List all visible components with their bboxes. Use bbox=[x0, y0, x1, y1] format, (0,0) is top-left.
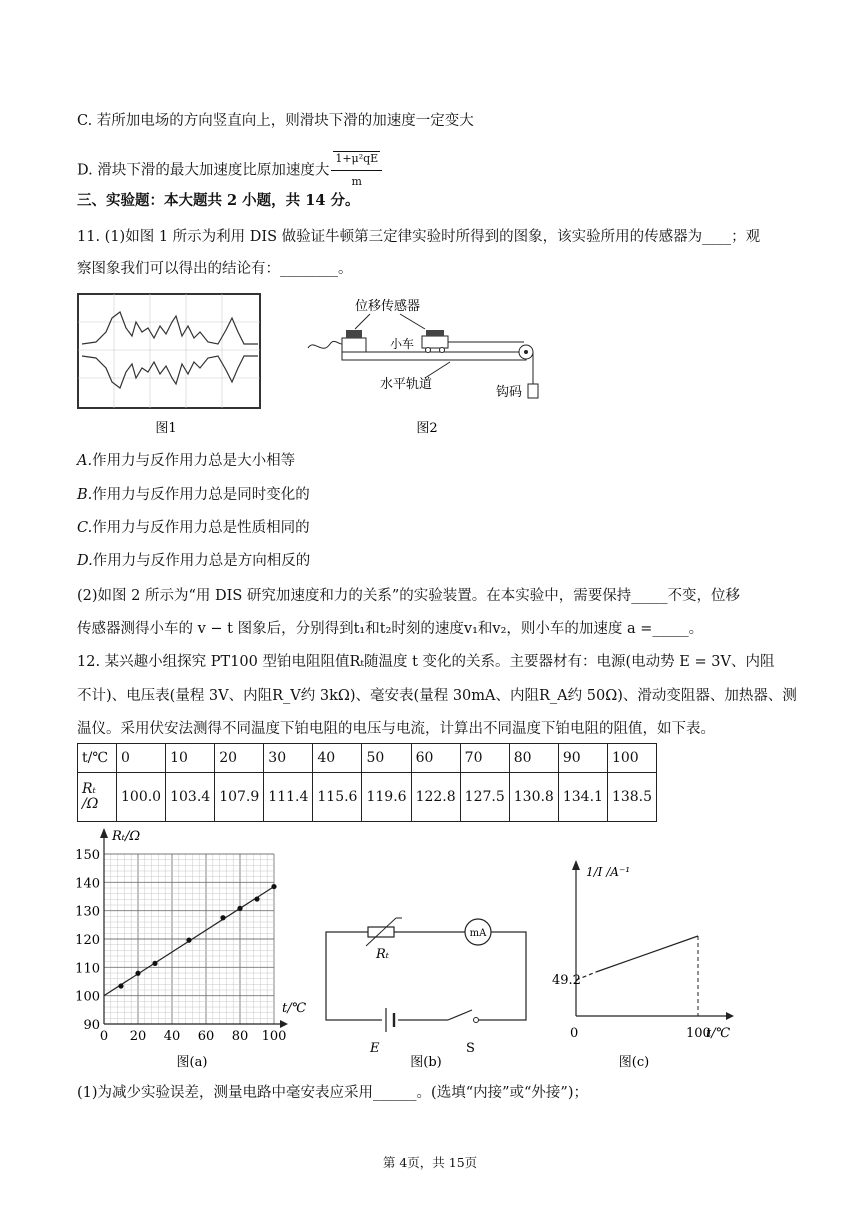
figure-a-ytick-label: 150 bbox=[75, 848, 100, 863]
figure-a-ytick-label: 140 bbox=[75, 876, 100, 892]
figure-c-y-arrow bbox=[572, 860, 580, 870]
q12-table-temp: 10 bbox=[166, 744, 215, 773]
figure-2-sensor-box bbox=[346, 330, 362, 338]
figure-c-x-mark: 100 bbox=[686, 1026, 711, 1041]
figure-a-y-arrow bbox=[100, 828, 108, 838]
option-d bbox=[77, 148, 382, 193]
option-c: C. 若所加电场的方向竖直向上，则滑块下滑的加速度一定变大 bbox=[77, 113, 474, 129]
figure-a-ytick-label: 110 bbox=[75, 961, 100, 977]
figure-a-xtick-label: 40 bbox=[163, 1029, 181, 1044]
figure-2-sensor-pointer-2 bbox=[400, 314, 425, 329]
figure-2-pulley-hub bbox=[524, 350, 528, 354]
q12-line1: 12. 某兴趣小组探究 PT100 型铂电阻阻值Rₜ随温度 t 变化的关系。主要器材有：电源(电动势 E = 3V、内阻 bbox=[77, 654, 775, 670]
q12-table-temp: 60 bbox=[411, 744, 460, 773]
q11-line1: 11. (1)如图 1 所示为利用 DIS 做验证牛顿第三定律实验时所得到的图象，该实验所用的传感器为____；观 bbox=[77, 229, 761, 245]
figure-a-xtick-label: 80 bbox=[231, 1029, 249, 1044]
figure-2-cart-wheel-1 bbox=[426, 348, 431, 353]
q12-line3: 温仪。采用伏安法测得不同温度下铂电阻的电压与电流，计算出不同温度下铂电阻的阻值，如下表。 bbox=[77, 721, 715, 737]
q11-option-a bbox=[77, 450, 295, 472]
q12-table-resistance: 111.4 bbox=[264, 773, 313, 822]
figure-a-x-arrow bbox=[280, 1020, 288, 1028]
figure-b-battery-gap bbox=[382, 1010, 398, 1030]
q11-option-a-text: 作用力与反作用力总是大小相等 bbox=[92, 453, 296, 469]
figure-a-ytick-label: 90 bbox=[83, 1018, 100, 1033]
q12-table-resistance: 122.8 bbox=[411, 773, 460, 822]
q11-option-a-letter: A. bbox=[77, 453, 93, 469]
figure-a-data-point bbox=[237, 906, 242, 911]
figure-a-data-point bbox=[271, 884, 276, 889]
figure-c-data-line bbox=[596, 936, 698, 972]
figure-b-meter-label: mA bbox=[469, 928, 487, 939]
q12-table-temp: 80 bbox=[509, 744, 558, 773]
q12-table-resistance: 119.6 bbox=[362, 773, 411, 822]
q12-table-resistance: 130.8 bbox=[509, 773, 558, 822]
q11-option-b bbox=[77, 484, 310, 506]
q11-option-c bbox=[77, 517, 310, 539]
figure-a-xtick-label: 100 bbox=[261, 1029, 287, 1044]
q12-line2: 不计)、电压表(量程 3V、内阻R_V约 3kΩ)、毫安表(量程 30mA、内阻R_A约 50Ω)、滑动变阻器、加热器、测 bbox=[77, 688, 797, 704]
figure-a-xtick-label: 60 bbox=[197, 1029, 215, 1044]
q12-table-header-r-top: Rₜ bbox=[82, 781, 96, 797]
option-d-numerator: 1+μ²qE bbox=[335, 152, 379, 165]
q12-table-temp: 0 bbox=[117, 744, 166, 773]
figure-a-xtick-label: 20 bbox=[129, 1029, 147, 1044]
figure-2-cable bbox=[308, 341, 342, 348]
q12-data-table bbox=[77, 743, 657, 822]
q11-part2-line2: 传感器测得小车的 v − t 图象后，分别得到t₁和t₂时刻的速度v₁和v₂，则小车的加速度 a =_____。 bbox=[77, 621, 704, 637]
q12-table-temp: 50 bbox=[362, 744, 411, 773]
q12-table-temp: 40 bbox=[313, 744, 362, 773]
figure-b-circuit bbox=[320, 900, 540, 1074]
figure-2-track-label: 水平轨道 bbox=[380, 377, 433, 392]
figure-1-caption: 图1 bbox=[155, 421, 177, 436]
figure-2-sensor-pointer-1 bbox=[355, 314, 370, 329]
figure-2-cart bbox=[422, 336, 448, 348]
q12-table-resistance: 127.5 bbox=[460, 773, 509, 822]
option-d-prefix: D. 滑块下滑的最大加速度比原加速度大 bbox=[77, 162, 330, 179]
q11-option-b-text: 作用力与反作用力总是同时变化的 bbox=[92, 487, 310, 503]
figure-a-yticks bbox=[75, 848, 100, 1033]
figure-c-caption: 图(c) bbox=[618, 1055, 650, 1070]
q12-part1: (1)为减少实验误差，测量电路中毫安表应采用______。(选填“内接”或“外接”)； bbox=[77, 1085, 589, 1101]
figure-c-chart bbox=[552, 826, 756, 1074]
q12-table-temp: 100 bbox=[607, 744, 656, 773]
figure-c-ylabel: 1/I /A⁻¹ bbox=[586, 865, 631, 879]
figure-a-data-point bbox=[135, 971, 140, 976]
figure-2-sensor-base bbox=[342, 338, 366, 352]
q11-option-c-letter: C. bbox=[77, 520, 93, 536]
q12-table-temp: 20 bbox=[215, 744, 264, 773]
figure-2-cart-label: 小车 bbox=[390, 337, 415, 351]
figure-a-data-point bbox=[152, 961, 157, 966]
figure-b-switch-contact bbox=[474, 1018, 479, 1023]
figure-2 bbox=[300, 292, 560, 440]
figure-b-caption: 图(b) bbox=[410, 1055, 442, 1070]
q12-table-header-r-bottom: /Ω bbox=[82, 796, 99, 812]
q12-table-resistance: 138.5 bbox=[607, 773, 656, 822]
q11-option-d-text: 作用力与反作用力总是方向相反的 bbox=[92, 553, 311, 569]
q12-table-resistance: 115.6 bbox=[313, 773, 362, 822]
q11-line2: 察图象我们可以得出的结论有：________。 bbox=[77, 261, 353, 277]
figure-a-data-point bbox=[254, 896, 259, 901]
figure-1 bbox=[76, 292, 266, 438]
figure-a-xlabel: t/℃ bbox=[282, 1001, 307, 1016]
q12-table-resistance: 100.0 bbox=[117, 773, 166, 822]
page-footer: 第 4页，共 15页 bbox=[382, 1155, 478, 1170]
figure-b-battery-label: E bbox=[370, 1041, 380, 1056]
figure-2-weight bbox=[528, 384, 538, 398]
figure-1-frame bbox=[78, 294, 260, 408]
q11-option-c-text: 作用力与反作用力总是性质相同的 bbox=[92, 520, 310, 536]
figure-a-ytick-label: 130 bbox=[75, 904, 100, 920]
q12-table-temp: 30 bbox=[264, 744, 313, 773]
figure-2-cart-sensor bbox=[426, 330, 444, 336]
q12-table-row-resistance bbox=[78, 773, 657, 822]
section-title: 三、实验题：本大题共 2 小题，共 14 分。 bbox=[77, 192, 360, 209]
q11-part2-line1: (2)如图 2 所示为“用 DIS 研究加速度和力的关系”的实验装置。在本实验中，需要保持_____不变，位移 bbox=[77, 588, 741, 604]
figure-2-caption: 图2 bbox=[416, 421, 438, 436]
figure-b-rt-label: Rₜ bbox=[376, 947, 389, 962]
figure-a-chart bbox=[70, 826, 320, 1074]
q12-table-temp: 70 bbox=[460, 744, 509, 773]
figure-a-xtick-label: 0 bbox=[99, 1029, 109, 1044]
figure-c-x-arrow bbox=[726, 1012, 734, 1020]
figure-b-switch-label: S bbox=[466, 1041, 475, 1056]
figure-c-origin: 0 bbox=[570, 1026, 579, 1041]
figure-a-data-point bbox=[186, 938, 191, 943]
q11-option-d bbox=[77, 550, 310, 572]
figure-2-cart-wheel-2 bbox=[440, 348, 445, 353]
figure-a-data-point bbox=[220, 915, 225, 920]
figure-c-xlabel: t/℃ bbox=[706, 1026, 731, 1041]
figure-a-ytick-label: 120 bbox=[75, 933, 100, 948]
figure-b-wire-loop bbox=[326, 932, 526, 1020]
q12-table-resistance: 107.9 bbox=[215, 773, 264, 822]
figure-a-data-point bbox=[118, 983, 123, 988]
figure-a-ytick-label: 100 bbox=[75, 989, 100, 1005]
q11-option-b-letter: B. bbox=[77, 487, 93, 503]
figure-2-track bbox=[342, 352, 526, 360]
figure-a-ylabel: Rₜ/Ω bbox=[112, 829, 141, 844]
q12-table-resistance: 103.4 bbox=[166, 773, 215, 822]
figure-2-weight-label: 钩码 bbox=[496, 385, 523, 400]
q12-table-row-temperature bbox=[78, 744, 657, 773]
figure-c-intercept: 49.2 bbox=[552, 973, 581, 988]
q12-table-header-t: t/℃ bbox=[78, 744, 117, 773]
figure-2-track-pointer bbox=[425, 362, 450, 378]
figure-a-xticks bbox=[100, 1029, 287, 1044]
q12-table-resistance: 134.1 bbox=[558, 773, 607, 822]
q11-option-d-letter: D. bbox=[77, 553, 93, 569]
option-d-denominator: m bbox=[351, 175, 362, 188]
option-d-fraction bbox=[331, 148, 382, 193]
figure-2-sensor-label: 位移传感器 bbox=[355, 299, 421, 314]
q12-table-temp: 90 bbox=[558, 744, 607, 773]
figure-a-caption: 图(a) bbox=[176, 1055, 208, 1070]
q12-table-header-r bbox=[78, 773, 117, 822]
